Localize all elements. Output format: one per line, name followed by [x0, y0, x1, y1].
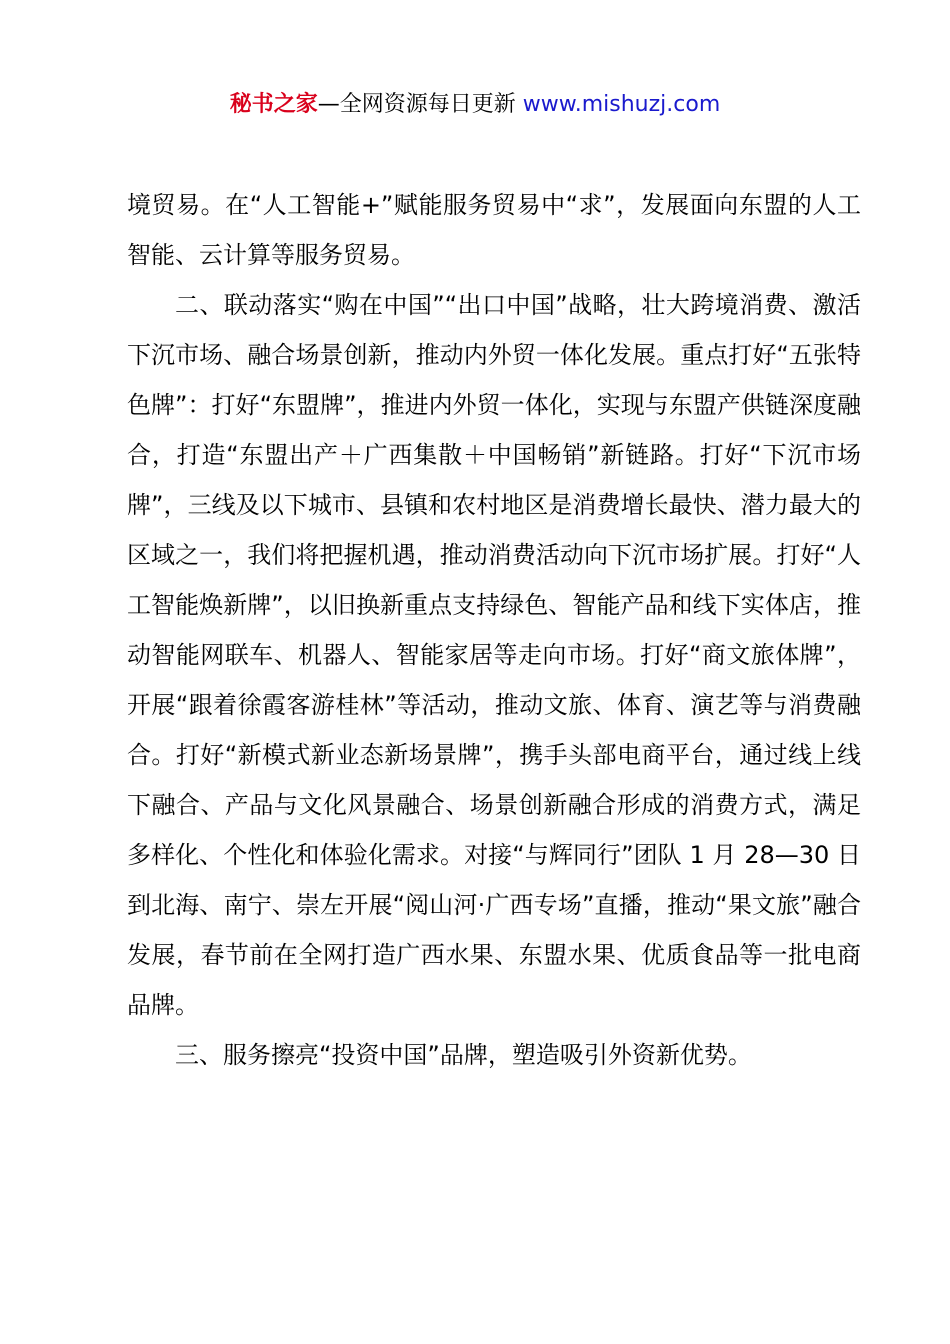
site-url-link[interactable]: www.mishuzj.com [522, 92, 721, 117]
paragraph-continuation: 境贸易。在“人工智能+”赋能服务贸易中“求”，发展面向东盟的人工智能、云计算等服务贸易。 [127, 191, 861, 269]
paragraph-section-three: 三、服务擦亮“投资中国”品牌，塑造吸引外资新优势。 [175, 1041, 752, 1069]
paragraph-section-two: 二、联动落实“购在中国”“出口中国”战略，壮大跨境消费、激活下沉市场、融合场景创新，推动内外贸一体化发展。重点打好“五张特色牌”：打好“东盟牌”，推进内外贸一体化，实现与东盟产供链深度融合，打造“东盟出产＋广西集散＋中国畅销”新链路。打好“下沉市场牌”，三线及以下城市、县镇和农村地区是消费增长最快、潜力最大的区域之一，我们将把握机遇，推动消费活动向下沉市场扩展。打好“人工智能焕新牌”，以旧换新重点支持绿色、智能产品和线下实体店，推动智能网联车、机器人、智能家居等走向市场。打好“商文旅体牌”，开展“跟着徐霞客游桂林”等活动，推动文旅、体育、演艺等与消费融合。打好“新模式新业态新场景牌”，携手头部电商平台，通过线上线下融合、产品与文化风景融合、场景创新融合形成的消费方式，满足多样化、个性化和体验化需求。对接“与辉同行”团队 1 月 28—30 日到北海、南宁、崇左开展“阅山河·广西专场”直播，推动“果文旅”融合发展，春节前在全网打造广西水果、东盟水果、优质食品等一批电商品牌。 [127, 291, 861, 1019]
site-header [0, 88, 950, 122]
document-body [127, 180, 861, 1080]
site-tagline: —全网资源每日更新 [317, 92, 523, 117]
site-brand: 秘书之家 [229, 92, 318, 117]
